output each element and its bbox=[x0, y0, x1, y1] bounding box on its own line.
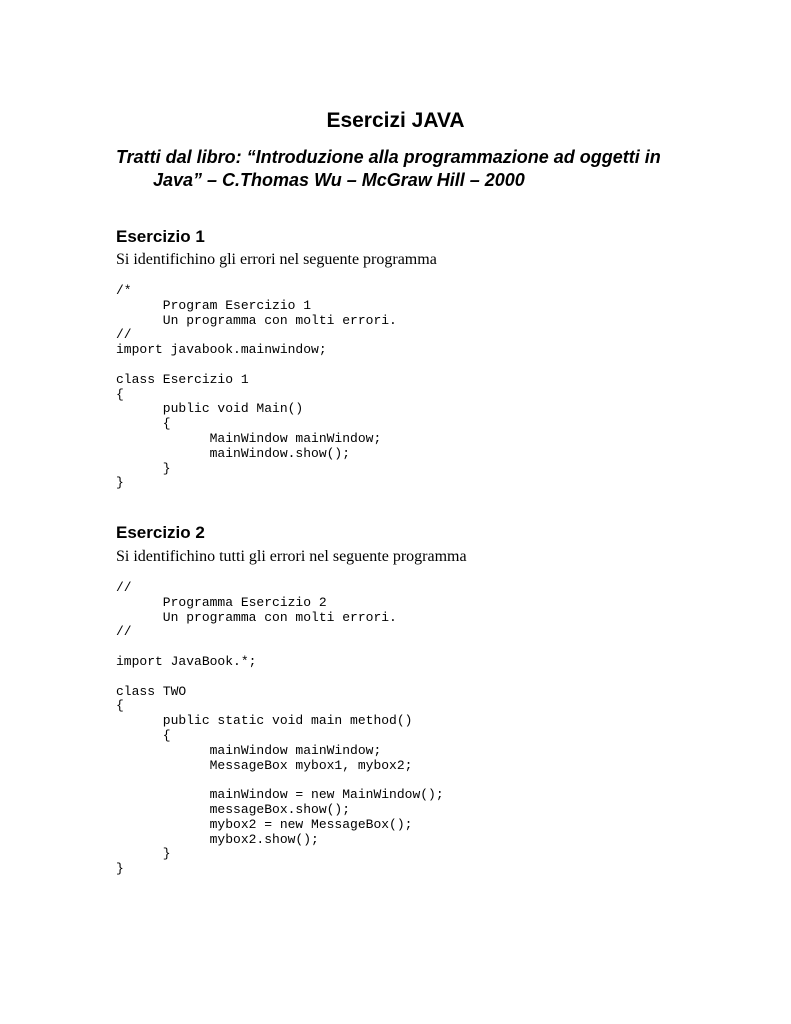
code-line: class Esercizio 1 bbox=[116, 371, 249, 387]
code-line: mybox2.show(); bbox=[116, 831, 319, 847]
code-line: { bbox=[116, 727, 171, 743]
code-line: { bbox=[116, 416, 171, 432]
book-reference-line-1: Tratti dal libro: “Introduzione alla programmazione ad oggetti in bbox=[116, 147, 661, 167]
code-line: { bbox=[116, 386, 124, 402]
exercise-1-description: Si identifichino gli errori nel seguente programma bbox=[116, 251, 437, 268]
code-line: import JavaBook.*; bbox=[116, 653, 257, 669]
book-reference-line-2: Java” – C.Thomas Wu – McGraw Hill – 2000 bbox=[153, 170, 525, 190]
code-line bbox=[116, 670, 444, 685]
code-line bbox=[116, 358, 397, 373]
code-line: // bbox=[116, 624, 132, 640]
code-line: Un programma con molti errori. bbox=[116, 312, 397, 328]
exercise-1-code-block bbox=[116, 284, 397, 491]
code-line: class TWO bbox=[116, 683, 187, 699]
code-line bbox=[116, 640, 444, 655]
code-line: mainWindow = new MainWindow(); bbox=[116, 787, 444, 803]
code-line: MessageBox mybox1, mybox2; bbox=[116, 757, 413, 773]
code-line: mybox2 = new MessageBox(); bbox=[116, 816, 413, 832]
code-line: // bbox=[116, 327, 132, 343]
code-line: MainWindow mainWindow; bbox=[116, 430, 382, 446]
code-line: } bbox=[116, 846, 171, 862]
code-line: } bbox=[116, 475, 124, 491]
exercise-2-code-block bbox=[116, 581, 444, 877]
code-line: messageBox.show(); bbox=[116, 801, 351, 817]
code-line bbox=[116, 773, 444, 788]
code-line: Programma Esercizio 2 bbox=[116, 594, 327, 610]
exercise-1-heading: Esercizio 1 bbox=[116, 227, 205, 246]
code-line: mainWindow mainWindow; bbox=[116, 742, 382, 758]
code-line: // bbox=[116, 580, 132, 595]
code-line: Program Esercizio 1 bbox=[116, 297, 312, 313]
code-line: /* bbox=[116, 283, 132, 298]
page-title: Esercizi JAVA bbox=[326, 109, 465, 132]
book-reference bbox=[116, 146, 716, 192]
code-line: Un programma con molti errori. bbox=[116, 609, 397, 625]
code-line: import javabook.mainwindow; bbox=[116, 342, 327, 358]
exercise-2-heading: Esercizio 2 bbox=[116, 523, 205, 542]
code-line: } bbox=[116, 460, 171, 476]
exercise-2-description: Si identifichino tutti gli errori nel seguente programma bbox=[116, 548, 467, 565]
code-line: public void Main() bbox=[116, 401, 304, 417]
code-line: public static void main method() bbox=[116, 713, 413, 729]
code-line: } bbox=[116, 861, 124, 877]
code-line: { bbox=[116, 698, 124, 714]
code-line: mainWindow.show(); bbox=[116, 445, 351, 461]
